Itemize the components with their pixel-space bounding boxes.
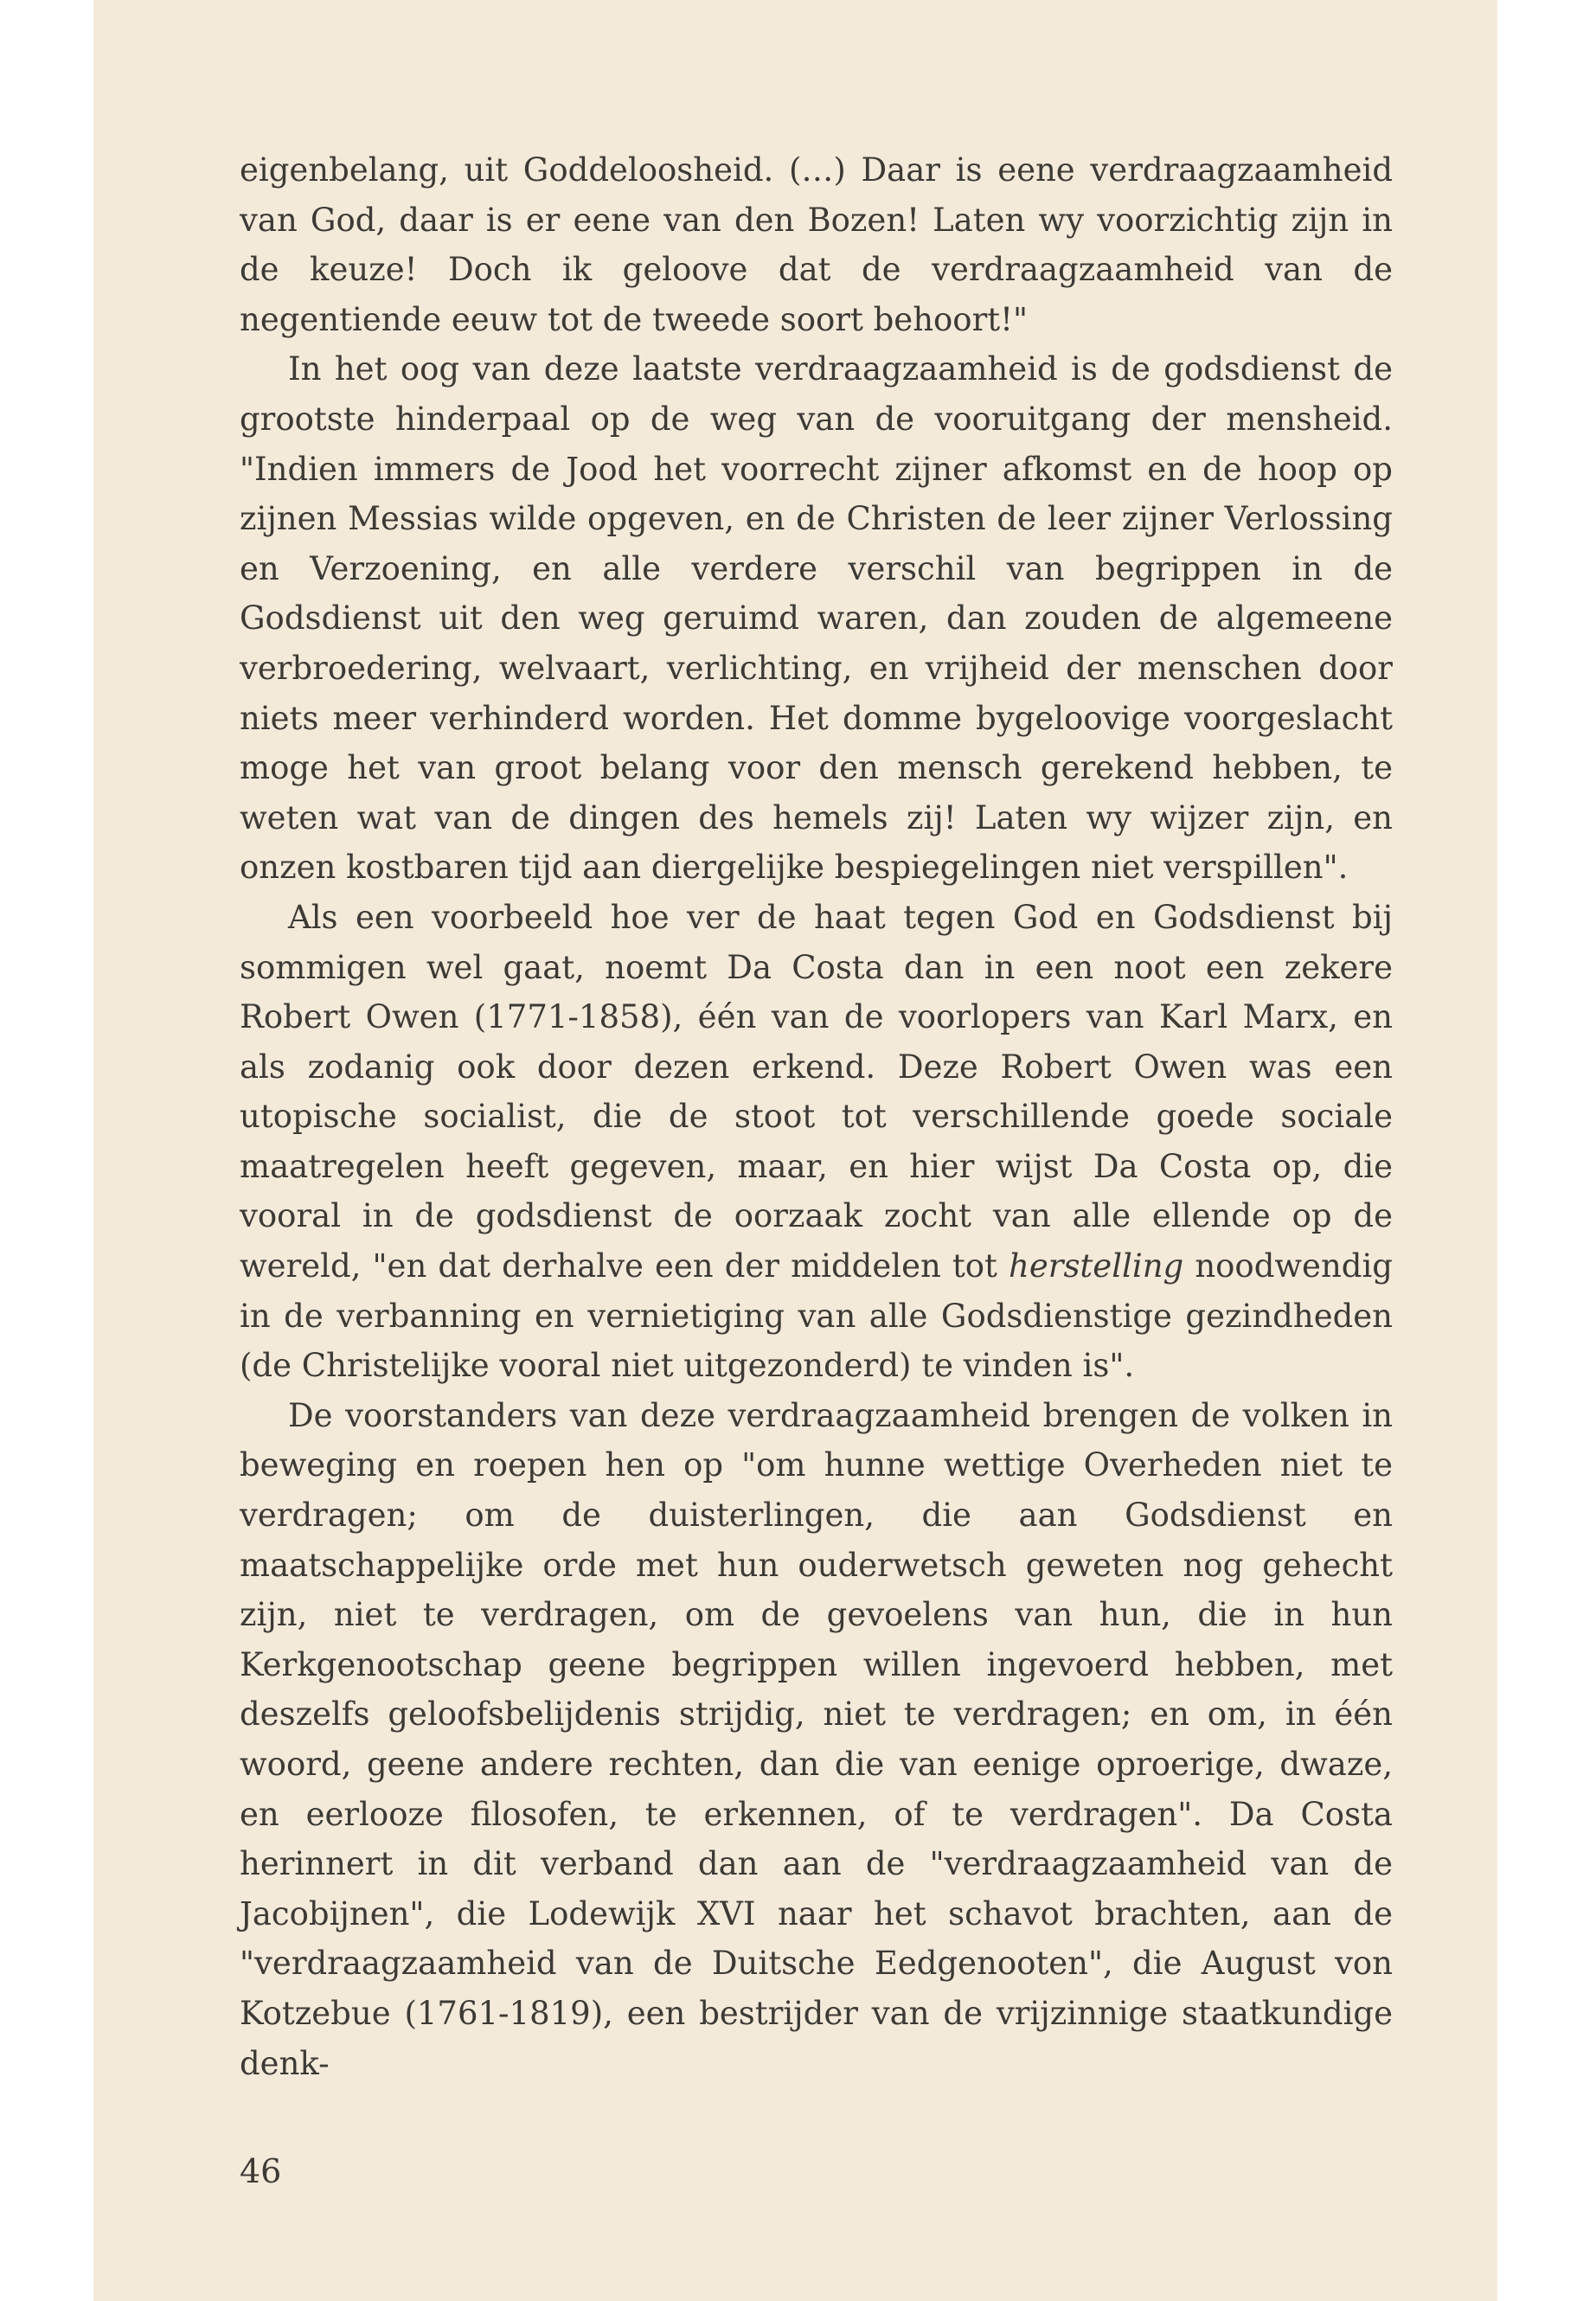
body-text <box>240 145 1393 2088</box>
paragraph-3 <box>240 893 1393 1391</box>
paragraph-3-italic-word: herstelling <box>1009 1247 1184 1285</box>
page-number: 46 <box>240 2152 282 2190</box>
paragraph-3-text-before: Als een voorbeeld hoe ver de haat tegen God en Godsdienst bij sommigen wel gaat, noemt Da Costa dan in een noot een zekere Robert Owen (1771-1858), één van de voorlopers van Karl Marx, en als zodanig ook door dezen erkend. Deze Robert Owen was een utopische socialist, die de stoot tot verschillende goede sociale maatregelen heeft gegeven, maar, en hier wijst Da Costa op, die vooral in de godsdienst de oorzaak zocht van alle ellende op de wereld, "en dat derhalve een der middelen tot <box>240 898 1393 1285</box>
paragraph-3-text-after: noodwendig in de verbanning en vernietiging van alle Godsdienstige gezindheden (de Christelijke vooral niet uitgezonderd) te vinden is". <box>240 1247 1393 1385</box>
paragraph-4: De voorstanders van deze verdraagzaamheid brengen de volken in beweging en roepen hen op "om hunne wettige Overheden niet te verdragen; om de duisterlingen, die aan Godsdienst en maatschappelijke orde met hun ouderwetsch geweten nog gehecht zijn, niet te verdragen, om de gevoelens van hun, die in hun Kerkgenootschap geene begrippen willen ingevoerd hebben, met deszelfs geloofsbelijdenis strijdig, niet te verdragen; en om, in één woord, geene andere rechten, dan die van eenige oproerige, dwaze, en eerlooze filosofen, te erkennen, of te verdragen". Da Costa herinnert in dit verband dan aan de "verdraagzaamheid van de Jacobijnen", die Lodewijk XVI naar het schavot brachten, aan de "verdraagzaamheid van de Duitsche Eedgenooten", die August von Kotzebue (1761-1819), een bestrijder van de vrijzinnige staatkundige denk- <box>240 1396 1393 2082</box>
paragraph-2: In het oog van deze laatste verdraagzaamheid is de godsdienst de grootste hinderpaal op de weg van de vooruitgang der mensheid. "Indien immers de Jood het voorrecht zijner afkomst en de hoop op zijnen Messias wilde opgeven, en de Christen de leer zijner Verlossing en Verzoening, en alle verdere verschil van begrippen in de Godsdienst uit den weg geruimd waren, dan zouden de algemeene verbroedering, welvaart, verlichting, en vrijheid der menschen door niets meer verhinderd worden. Het domme bygeloovige voorgeslacht moge het van groot belang voor den mensch gerekend hebben, te weten wat van de dingen des hemels zij! Laten wy wijzer zijn, en onzen kostbaren tijd aan diergelijke bespiegelingen niet verspillen". <box>240 350 1393 887</box>
paragraph-1: eigenbelang, uit Goddeloosheid. (…) Daar is eene verdraagzaamheid van God, daar is er eene van den Bozen! Laten wy voorzichtig zijn in de keuze! Doch ik geloove dat de verdraagzaamheid van de negentiende eeuw tot de tweede soort behoort!" <box>240 151 1393 338</box>
